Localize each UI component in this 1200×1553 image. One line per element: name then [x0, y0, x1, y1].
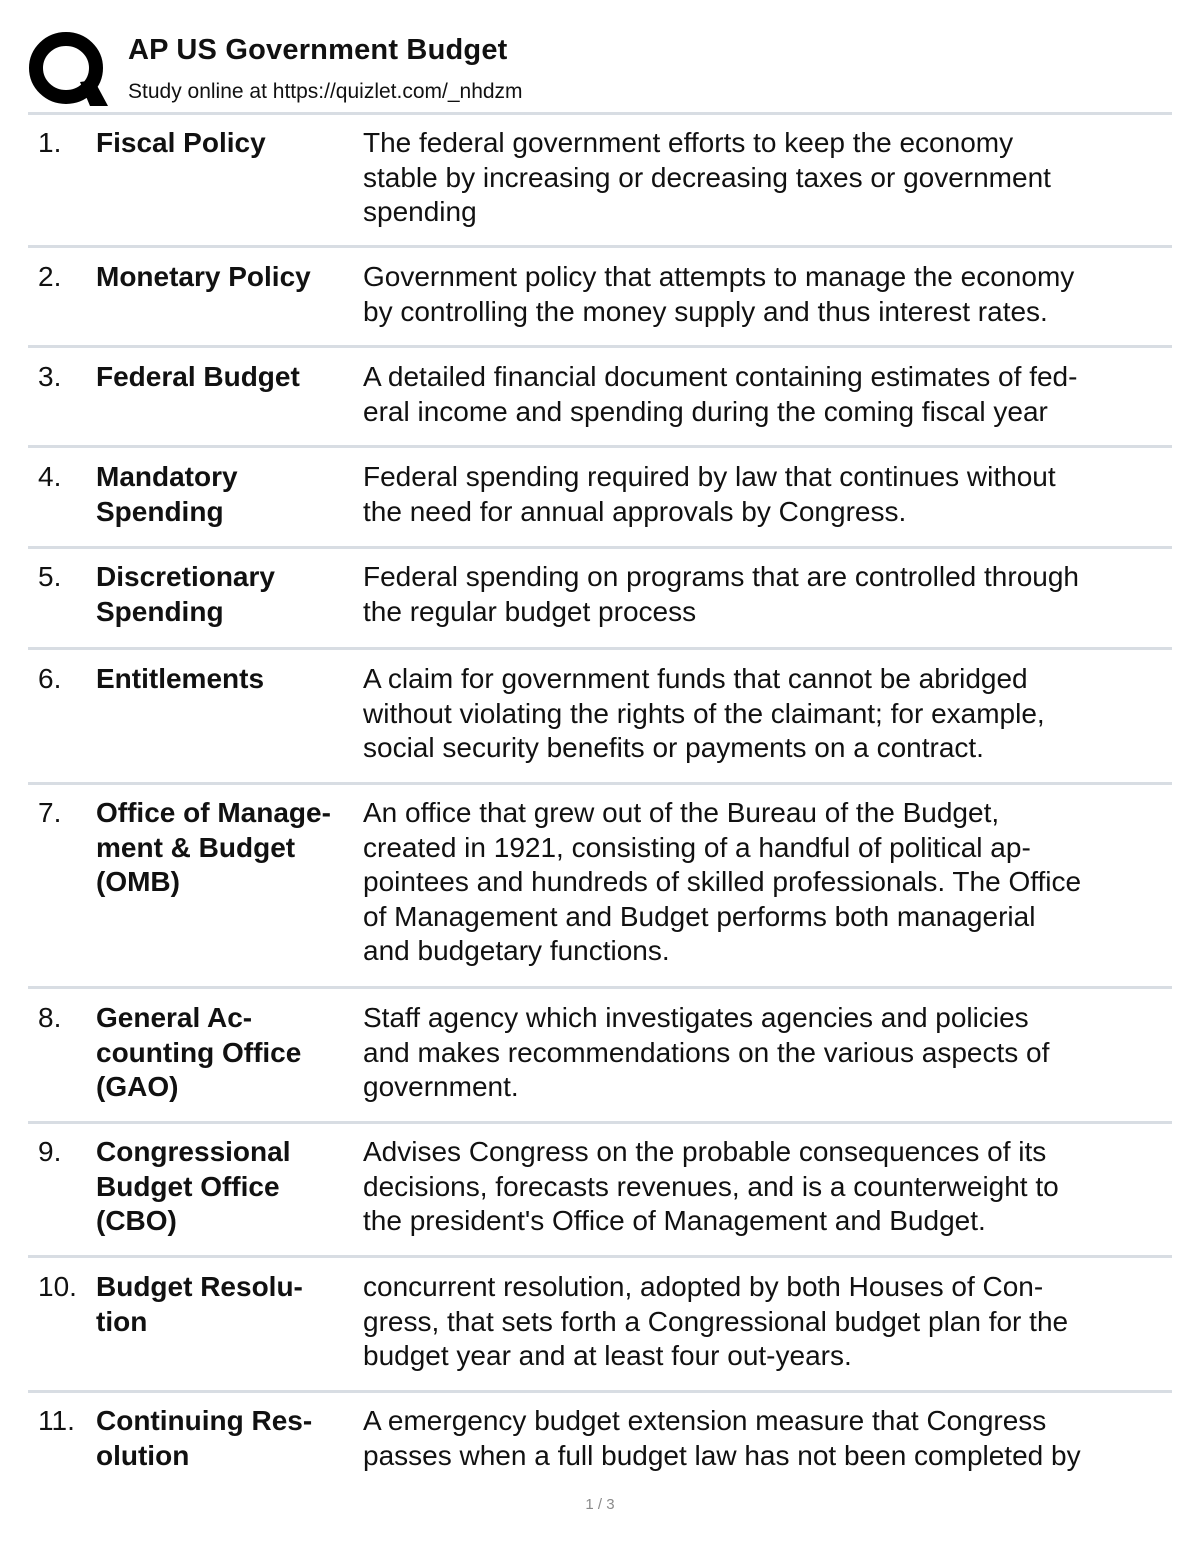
- entry-divider: [28, 245, 1172, 248]
- entry-definition: Federal spending required by law that continues without the need for annual approvals by Congress.: [363, 461, 1056, 527]
- entry-term: Continuing Res- olution: [96, 1405, 313, 1471]
- entry-term: Budget Resolu- tion: [96, 1271, 303, 1337]
- entry-number: 10.: [38, 1271, 77, 1302]
- entry-definition: A detailed financial document containing estimates of fed- eral income and spending during the coming fiscal year: [363, 361, 1078, 427]
- entry-divider: [28, 445, 1172, 448]
- entry-term: Office of Manage- ment & Budget (OMB): [96, 797, 331, 897]
- entry-definition: An office that grew out of the Bureau of the Budget, created in 1921, consisting of a handful of political ap- pointees and hundreds of skilled professionals. The Office of Management and Budget performs both managerial and budgetary functions.: [363, 797, 1082, 966]
- entry-divider: [28, 345, 1172, 348]
- entry-definition: A emergency budget extension measure that Congress passes when a full budget law has not been completed by: [363, 1405, 1081, 1471]
- entry-definition: Staff agency which investigates agencies and policies and makes recommendations on the various aspects of government.: [363, 1002, 1050, 1102]
- entry-definition: concurrent resolution, adopted by both Houses of Con- gress, that sets forth a Congressional budget plan for the budget year and at least four out-years.: [363, 1271, 1069, 1371]
- entry-number: 7.: [38, 797, 62, 828]
- entry-term: Congressional Budget Office (CBO): [96, 1136, 291, 1236]
- entry-divider: [28, 1390, 1172, 1393]
- entry-term: Mandatory Spending: [96, 461, 238, 527]
- entry-number: 5.: [38, 561, 62, 592]
- entry-definition: Advises Congress on the probable consequences of its decisions, forecasts revenues, and is a counterweight to the president's Office of Management and Budget.: [363, 1136, 1059, 1236]
- entry-term: Monetary Policy: [96, 261, 311, 292]
- entry-term: Fiscal Policy: [96, 127, 266, 158]
- entry-divider: [28, 1255, 1172, 1258]
- page-title: AP US Government Budget: [128, 34, 508, 66]
- entry-number: 9.: [38, 1136, 62, 1167]
- entry-number: 2.: [38, 261, 62, 292]
- entry-definition: A claim for government funds that cannot be abridged without violating the rights of the claimant; for example, social security benefits or payments on a contract.: [363, 663, 1045, 763]
- entry-definition: Federal spending on programs that are controlled through the regular budget process: [363, 561, 1079, 627]
- entry-divider: [28, 782, 1172, 785]
- entry-term: Entitlements: [96, 663, 265, 694]
- entry-divider: [28, 647, 1172, 650]
- entry-number: 3.: [38, 361, 62, 392]
- entry-number: 11.: [38, 1405, 75, 1436]
- header-divider: [28, 112, 1172, 115]
- quizlet-q-logo-icon: [28, 30, 108, 106]
- entry-definition: The federal government efforts to keep the economy stable by increasing or decreasing taxes or government spending: [363, 127, 1051, 227]
- entry-term: Federal Budget: [96, 361, 300, 392]
- entry-definition: Government policy that attempts to manage the economy by controlling the money supply and thus interest rates.: [363, 261, 1075, 327]
- entry-number: 4.: [38, 461, 62, 492]
- entry-number: 8.: [38, 1002, 62, 1033]
- entry-term: General Ac- counting Office (GAO): [96, 1002, 302, 1102]
- entry-term: Discretionary Spending: [96, 561, 275, 627]
- entry-divider: [28, 986, 1172, 989]
- entry-number: 1.: [38, 127, 62, 158]
- entry-divider: [28, 546, 1172, 549]
- entry-number: 6.: [38, 663, 62, 694]
- page-indicator: 1 / 3: [585, 1496, 615, 1513]
- study-online-link[interactable]: Study online at https://quizlet.com/_nhdzm: [128, 80, 523, 103]
- entry-divider: [28, 1121, 1172, 1124]
